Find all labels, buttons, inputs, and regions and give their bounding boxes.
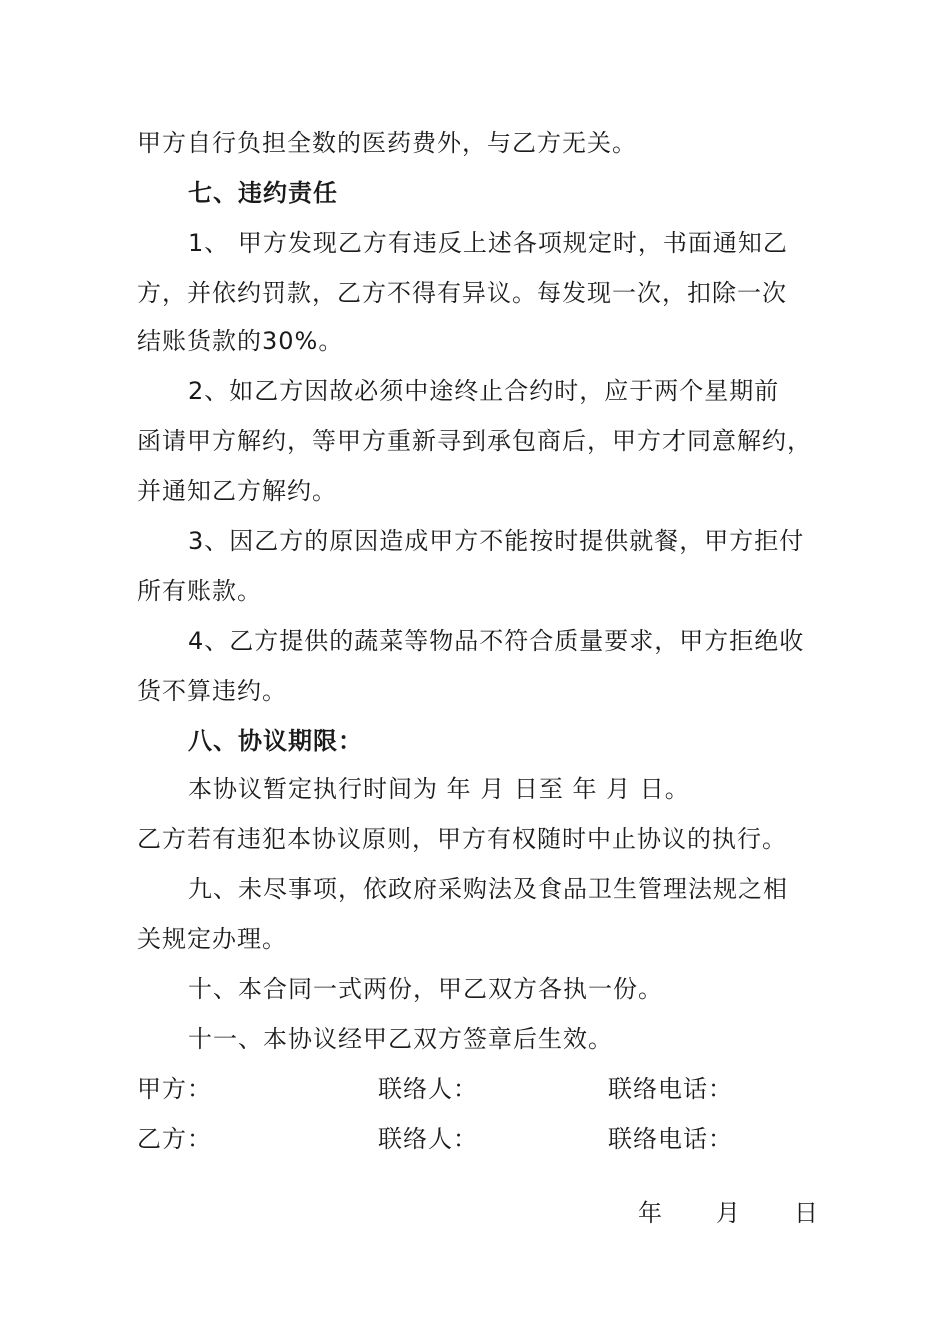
text-line: 函请甲方解约，等甲方重新寻到承包商后，甲方才同意解约，	[137, 427, 812, 455]
section-heading: 七、违约责任	[188, 179, 338, 207]
date-day-label: 日	[794, 1199, 819, 1227]
text-line: 十、本合同一式两份，甲乙双方各执一份。	[188, 975, 663, 1003]
text-line: 关规定办理。	[137, 925, 287, 953]
text-line: 4、乙方提供的蔬菜等物品不符合质量要求，甲方拒绝收	[188, 627, 805, 655]
text-line: 十一、本协议经甲乙双方签章后生效。	[188, 1025, 613, 1053]
date-month-label: 月	[716, 1199, 741, 1227]
text-line: 结账货款的30%。	[137, 327, 344, 355]
party-b-label: 乙方：	[137, 1125, 212, 1153]
text-line: 甲方自行负担全数的医药费外，与乙方无关。	[137, 129, 637, 157]
text-line: 1、 甲方发现乙方有违反上述各项规定时，书面通知乙	[188, 229, 788, 257]
text-line: 货不算违约。	[137, 677, 287, 705]
section-heading: 八、协议期限：	[188, 727, 363, 755]
text-line: 本协议暂定执行时间为 年 月 日至 年 月 日。	[188, 775, 690, 803]
party-b-phone-label: 联络电话：	[608, 1125, 733, 1153]
text-line: 乙方若有违犯本协议原则，甲方有权随时中止协议的执行。	[137, 825, 787, 853]
party-a-contact-label: 联络人：	[378, 1075, 478, 1103]
text-line: 并通知乙方解约。	[137, 477, 337, 505]
party-a-label: 甲方：	[137, 1075, 212, 1103]
party-a-phone-label: 联络电话：	[608, 1075, 733, 1103]
party-b-contact-label: 联络人：	[378, 1125, 478, 1153]
text-line: 2、如乙方因故必须中途终止合约时，应于两个星期前	[188, 377, 780, 405]
text-line: 方，并依约罚款，乙方不得有异议。每发现一次，扣除一次	[137, 279, 787, 307]
text-line: 所有账款。	[137, 577, 262, 605]
text-line: 3、因乙方的原因造成甲方不能按时提供就餐，甲方拒付	[188, 527, 805, 555]
date-year-label: 年	[638, 1199, 663, 1227]
text-line: 九、未尽事项，依政府采购法及食品卫生管理法规之相	[188, 875, 788, 903]
